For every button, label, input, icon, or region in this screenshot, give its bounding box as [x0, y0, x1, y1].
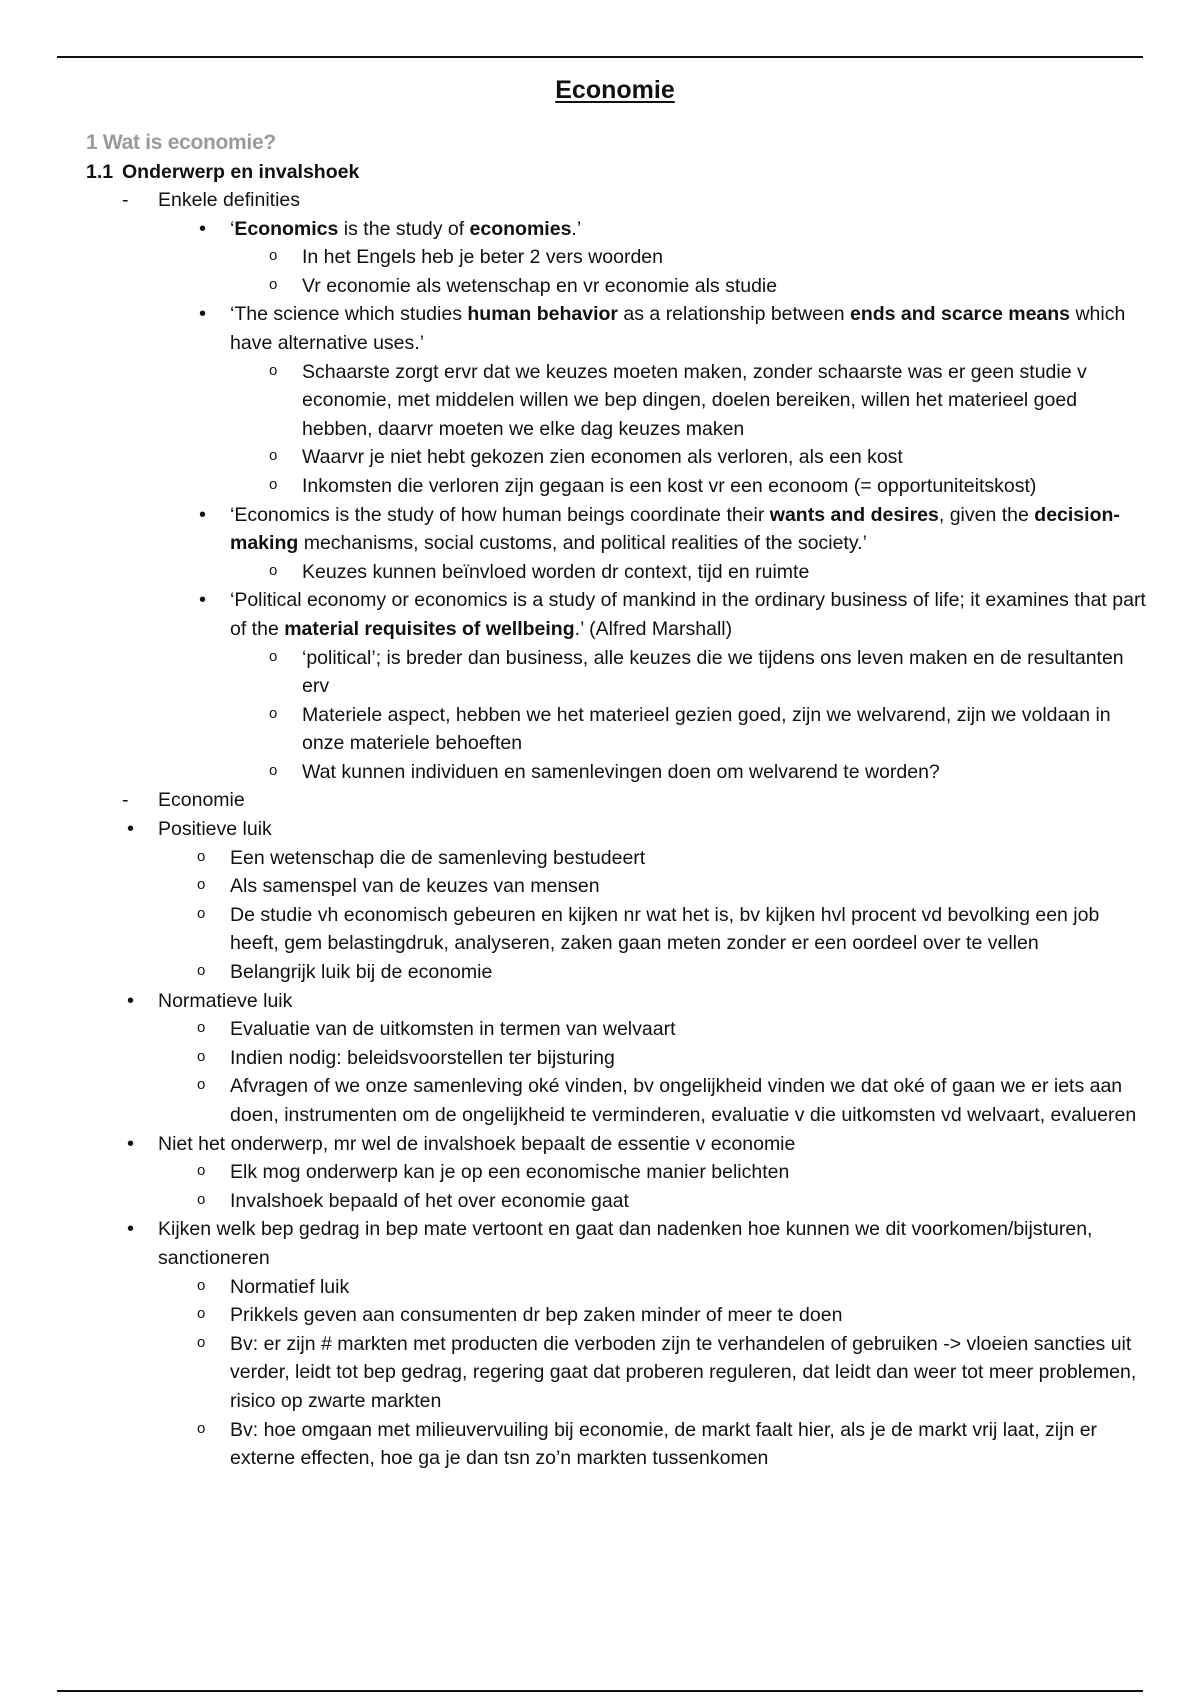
definition-part: .’ (Alfred Marshall) — [574, 617, 733, 640]
circle-marker: o — [269, 475, 278, 493]
dash-marker: - — [122, 189, 129, 211]
definition-part: as a relationship between — [618, 303, 850, 326]
circle-marker: o — [197, 1333, 206, 1351]
circle-marker: o — [269, 275, 278, 293]
sub-item-text: Als samenspel van de keuzes van mensen — [230, 875, 600, 898]
definition-text — [230, 218, 581, 240]
sub-item-text: Schaarste zorgt ervr dat we keuzes moeten maken, zonder schaarste was er geen studie v economie, met middelen willen we bep dingen, doelen bereiken, willen het materieel goed hebben, daarvr moeten we elke dag keuzes maken — [302, 360, 1087, 440]
definition-bold-term: economies — [469, 217, 572, 240]
definition-bold-term: human behavior — [467, 303, 618, 326]
sub-list-item — [194, 844, 1146, 873]
sub-list-item — [266, 272, 1146, 301]
definition-part: , given the — [938, 503, 1035, 526]
definition-text — [230, 504, 1120, 555]
definition-bold-term: material requisites of wellbeing — [284, 617, 575, 640]
definities-label: Enkele definities — [158, 189, 301, 211]
circle-marker: o — [197, 1162, 206, 1180]
sub-list-item — [266, 758, 1146, 787]
sub-list-item — [194, 1330, 1146, 1416]
definition-bold-term: wants and desires — [769, 503, 939, 526]
definition-part: ‘Economics is the study of how human beings coordinate their — [230, 503, 770, 526]
definition-item — [194, 215, 1146, 301]
sub-list-item — [266, 558, 1146, 587]
bullet-marker: • — [127, 1218, 135, 1241]
sub-list-item — [194, 1044, 1146, 1073]
sub-list-item — [194, 1158, 1146, 1187]
circle-marker: o — [197, 962, 206, 980]
definition-bold-term: decision-making — [230, 503, 1120, 555]
definition-text — [230, 303, 1125, 354]
sub-item-text: Afvragen of we onze samenleving oké vinden, bv ongelijkheid vinden we dat oké of gaan we er iets aan doen, instrumenten om de ongelijkheid te verminderen, evaluatie v die uitkomsten vd welvaart, evalueren — [230, 1075, 1137, 1126]
sub-list — [266, 243, 1146, 300]
sub-list — [194, 1273, 1146, 1473]
sub-item-text: Een wetenschap die de samenleving bestudeert — [230, 846, 646, 869]
definition-item — [194, 300, 1146, 500]
sub-list-item — [194, 1301, 1146, 1330]
sub-item-text: Bv: er zijn # markten met producten die verboden zijn te verhandelen of gebruiken -> vloeien sancties uit verder, leidt tot bep gedrag, regering gaat dat proberen reguleren, dat leidt dan weer tot meer problemen, risico op zwarte markten — [230, 1332, 1137, 1412]
sub-list — [194, 1015, 1146, 1129]
sub-item-text: Bv: hoe omgaan met milieuvervuiling bij economie, de markt faalt hier, als je de markt vrij laat, zijn er externe effecten, hoe ga je dan tsn zo’n markten tussenkomen — [230, 1418, 1098, 1470]
circle-marker: o — [197, 1047, 206, 1065]
sub-list — [266, 558, 1146, 587]
economie-item-text: Kijken welk bep gedrag in bep mate vertoont en gaat dan nadenken hoe kunnen we dit voorkomen/bijsturen, sanctioneren — [158, 1218, 1093, 1269]
sub-list-item — [194, 958, 1146, 987]
circle-marker: o — [197, 1276, 206, 1294]
definition-part: mechanisms, social customs, and political realities of the society.’ — [298, 532, 867, 555]
circle-marker: o — [197, 1190, 206, 1208]
economie-item — [122, 987, 1146, 1130]
list-item-definities — [86, 186, 1146, 786]
sub-item-text: Keuzes kunnen beïnvloed worden dr context, tijd en ruimte — [302, 560, 810, 583]
economie-item — [122, 815, 1146, 987]
definition-part: ‘The science which studies — [230, 303, 468, 326]
sub-list — [194, 844, 1146, 987]
sub-list-item — [194, 901, 1146, 958]
circle-marker: o — [269, 561, 278, 579]
sub-item-text: Waarvr je niet hebt gekozen zien economen als verloren, als een kost — [302, 446, 903, 469]
definition-part: is the study of — [338, 217, 470, 240]
bullet-marker: • — [127, 989, 135, 1012]
bullet-marker: • — [127, 818, 135, 841]
bullet-marker: • — [199, 217, 207, 240]
subsection-heading — [86, 158, 1146, 186]
definition-item — [194, 501, 1146, 587]
circle-marker: o — [269, 247, 278, 265]
bullet-marker: • — [199, 503, 207, 526]
definition-bold-term: Economics — [234, 217, 339, 240]
sub-item-text: Vr economie als wetenschap en vr economie als studie — [302, 274, 778, 297]
definition-part: ‘ — [230, 217, 235, 240]
definition-part: .’ — [571, 217, 582, 240]
circle-marker: o — [197, 904, 206, 922]
list-item-economie — [86, 786, 1146, 815]
bullet-marker: • — [199, 589, 207, 612]
subsection-number: 1.1 — [86, 161, 114, 183]
sub-list-item — [266, 358, 1146, 444]
circle-marker: o — [197, 847, 206, 865]
bullet-marker: • — [199, 303, 207, 326]
document-title: Economie — [555, 76, 675, 104]
sub-item-text: De studie vh economisch gebeuren en kijken nr wat het is, bv kijken hvl procent vd bevolking een job heeft, gem belastingdruk, analyseren, zaken gaan meten zonder er een oordeel over te vellen — [230, 903, 1100, 955]
economie-item — [122, 1215, 1146, 1472]
sub-list-item — [194, 1273, 1146, 1302]
sub-item-text: Indien nodig: beleidsvoorstellen ter bijsturing — [230, 1046, 615, 1069]
circle-marker: o — [197, 876, 206, 894]
sub-list-item — [194, 872, 1146, 901]
subsection-title: Onderwerp en invalshoek — [122, 161, 360, 183]
outline-list — [86, 186, 1146, 815]
sub-item-text: Wat kunnen individuen en samenlevingen doen om welvarend te worden? — [302, 760, 940, 783]
circle-marker: o — [269, 647, 278, 665]
sub-list-item — [194, 1416, 1146, 1473]
sub-list — [194, 1158, 1146, 1215]
circle-marker: o — [197, 1305, 206, 1323]
sub-list-item — [266, 472, 1146, 501]
sub-item-text: Invalshoek bepaald of het over economie gaat — [230, 1189, 629, 1212]
sub-list — [266, 358, 1146, 501]
circle-marker: o — [269, 447, 278, 465]
circle-marker: o — [269, 361, 278, 379]
economie-item-text: Normatieve luik — [158, 989, 293, 1012]
sub-item-text: Evaluatie van de uitkomsten in termen van welvaart — [230, 1018, 676, 1041]
sub-list-item — [194, 1015, 1146, 1044]
definition-item — [194, 586, 1146, 786]
section-heading: 1 Wat is economie? — [86, 131, 276, 154]
bottom-rule — [57, 1690, 1143, 1692]
sub-item-text: Elk mog onderwerp kan je op een economische manier belichten — [230, 1161, 790, 1184]
definition-bold-term: ends and scarce means — [849, 303, 1071, 326]
sub-item-text: Belangrijk luik bij de economie — [230, 961, 493, 984]
sub-list-item — [266, 701, 1146, 758]
sub-item-text: Inkomsten die verloren zijn gegaan is een kost vr een econoom (= opportuniteitskost) — [302, 474, 1037, 497]
economie-item-text: Positieve luik — [158, 818, 272, 841]
sub-list-item — [194, 1187, 1146, 1216]
sub-list — [266, 644, 1146, 787]
definition-text — [230, 589, 1146, 640]
bullet-marker: • — [127, 1132, 135, 1155]
sub-list-item — [266, 243, 1146, 272]
top-rule — [57, 56, 1143, 58]
definition-part: which have alternative uses.’ — [230, 303, 1126, 354]
sub-item-text: In het Engels heb je beter 2 vers woorden — [302, 246, 663, 269]
circle-marker: o — [269, 761, 278, 779]
sub-item-text: Prikkels geven aan consumenten dr bep zaken minder of meer te doen — [230, 1304, 843, 1327]
economie-item-text: Niet het onderwerp, mr wel de invalshoek bepaalt de essentie v economie — [158, 1132, 796, 1155]
definition-part: ‘Political economy or economics is a study of mankind in the ordinary business of life; it examines that part of the — [230, 589, 1146, 640]
sub-item-text: ‘political’; is breder dan business, alle keuzes die we tijdens ons leven maken en de resultanten erv — [302, 646, 1124, 698]
sub-item-text: Normatief luik — [230, 1275, 350, 1298]
sub-list-item — [266, 443, 1146, 472]
economie-label: Economie — [158, 789, 245, 812]
sub-list-item — [266, 644, 1146, 701]
economie-item — [122, 1130, 1146, 1216]
circle-marker: o — [197, 1019, 206, 1037]
circle-marker: o — [269, 704, 278, 722]
dash-marker: - — [122, 789, 129, 812]
circle-marker: o — [197, 1076, 206, 1094]
circle-marker: o — [197, 1419, 206, 1437]
document-body — [86, 128, 1146, 1473]
sub-item-text: Materiele aspect, hebben we het materieel gezien goed, zijn we welvarend, zijn we voldaan in onze materiele behoeften — [302, 703, 1111, 755]
sub-list-item — [194, 1072, 1146, 1129]
economie-list — [122, 815, 1146, 1473]
definitions-list — [194, 215, 1146, 787]
